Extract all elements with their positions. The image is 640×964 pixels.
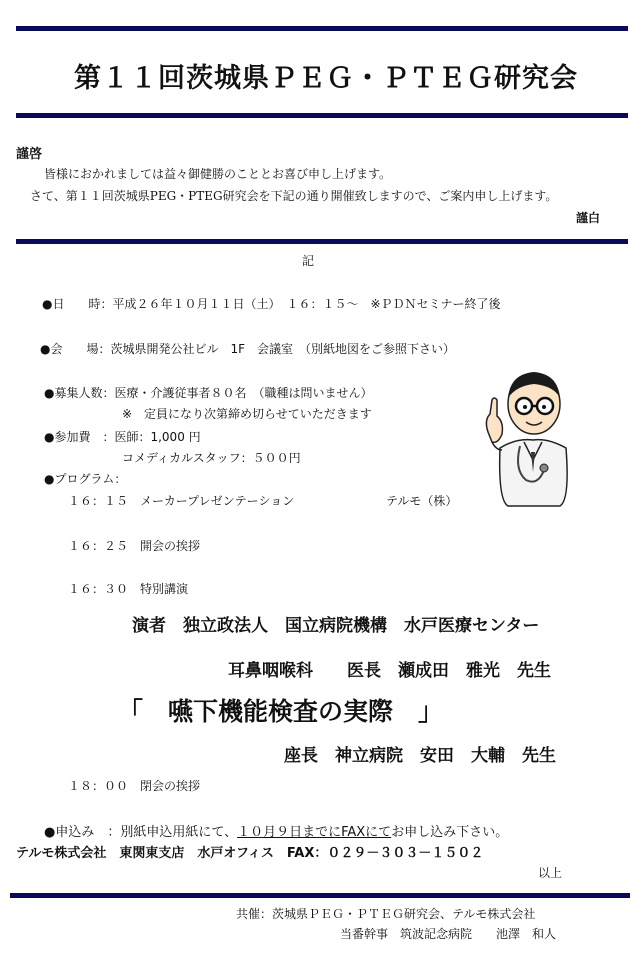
greeting-rule <box>16 239 628 244</box>
program-item-presentation: １６：１５ メーカープレゼンテーション <box>68 494 295 508</box>
application-prefix: ●申込み ：別紙申込用紙にて、 <box>44 825 238 840</box>
lecture-title: 「 嚥下機能検査の実際 」 <box>118 697 444 726</box>
program-item-lecture: １６：３０ 特別講演 <box>68 582 189 596</box>
application-deadline: １０月９日までにFAXにて <box>237 825 392 840</box>
fax-line: テルモ株式会社 東関東支店 水戸オフィス FAX：０２９－３０３－１５０２ <box>16 846 484 861</box>
greeting-line2: さて、第１１回茨城県PEG・PTEG研究会を下記の通り開催致しますので、ご案内申し上げます。 <box>30 189 558 203</box>
speaker-line2: 耳鼻咽喉科 医長 瀬成田 雅光 先生 <box>228 661 551 681</box>
secretary-line: 当番幹事 筑波記念病院 池澤 和人 <box>340 927 557 941</box>
top-rule <box>16 26 628 31</box>
cohost-line: 共催：茨城県ＰＥＧ・ＰＴＥＧ研究会、テルモ株式会社 <box>236 907 536 921</box>
program-item-opening: １６：２５ 開会の挨拶 <box>68 539 201 553</box>
fee-line: ●参加費 ：医師：1,000 円 <box>44 430 201 444</box>
ijou-label: 以上 <box>538 866 563 880</box>
application-suffix: お申し込み下さい。 <box>391 825 509 840</box>
chair-line: 座長 神立病院 安田 大輔 先生 <box>284 746 556 766</box>
page-title: 第１１回茨城県ＰＥＧ・ＰＴＥＧ研究会 <box>74 63 578 94</box>
fee-staff-line: コメディカルスタッフ：５００円 <box>122 451 301 465</box>
greeting-closing: 謹白 <box>576 211 601 225</box>
closing-session: １８：００ 閉会の挨拶 <box>68 779 201 793</box>
date-line: ●日 時：平成２６年１０月１１日（土） １６：１５～ ※ＰＤＮセミナー終了後 <box>42 297 501 311</box>
doctor-icon <box>478 360 578 508</box>
application-line <box>44 821 508 840</box>
greeting-opening: 謹啓 <box>16 147 43 162</box>
greeting-line1: 皆様におかれましては益々御健勝のこととお喜び申し上げます。 <box>44 167 392 181</box>
footer-rule <box>10 893 630 898</box>
speaker-line1: 演者 独立政法人 国立病院機構 水戸医療センター <box>132 616 540 636</box>
capacity-line: ●募集人数：医療・介護従事者８０名 （職種は問いません） <box>44 386 373 400</box>
venue-line: ●会 場：茨城県開発公社ビル 1F 会議室 （別紙地図をご参照下さい） <box>40 342 456 356</box>
program-label: ●プログラム： <box>44 472 127 486</box>
ki-label: 記 <box>302 254 315 268</box>
program-item-sponsor: テルモ（株） <box>386 494 458 508</box>
capacity-note: ※ 定員になり次第締め切らせていただきます <box>122 407 372 421</box>
title-rule <box>16 113 628 118</box>
